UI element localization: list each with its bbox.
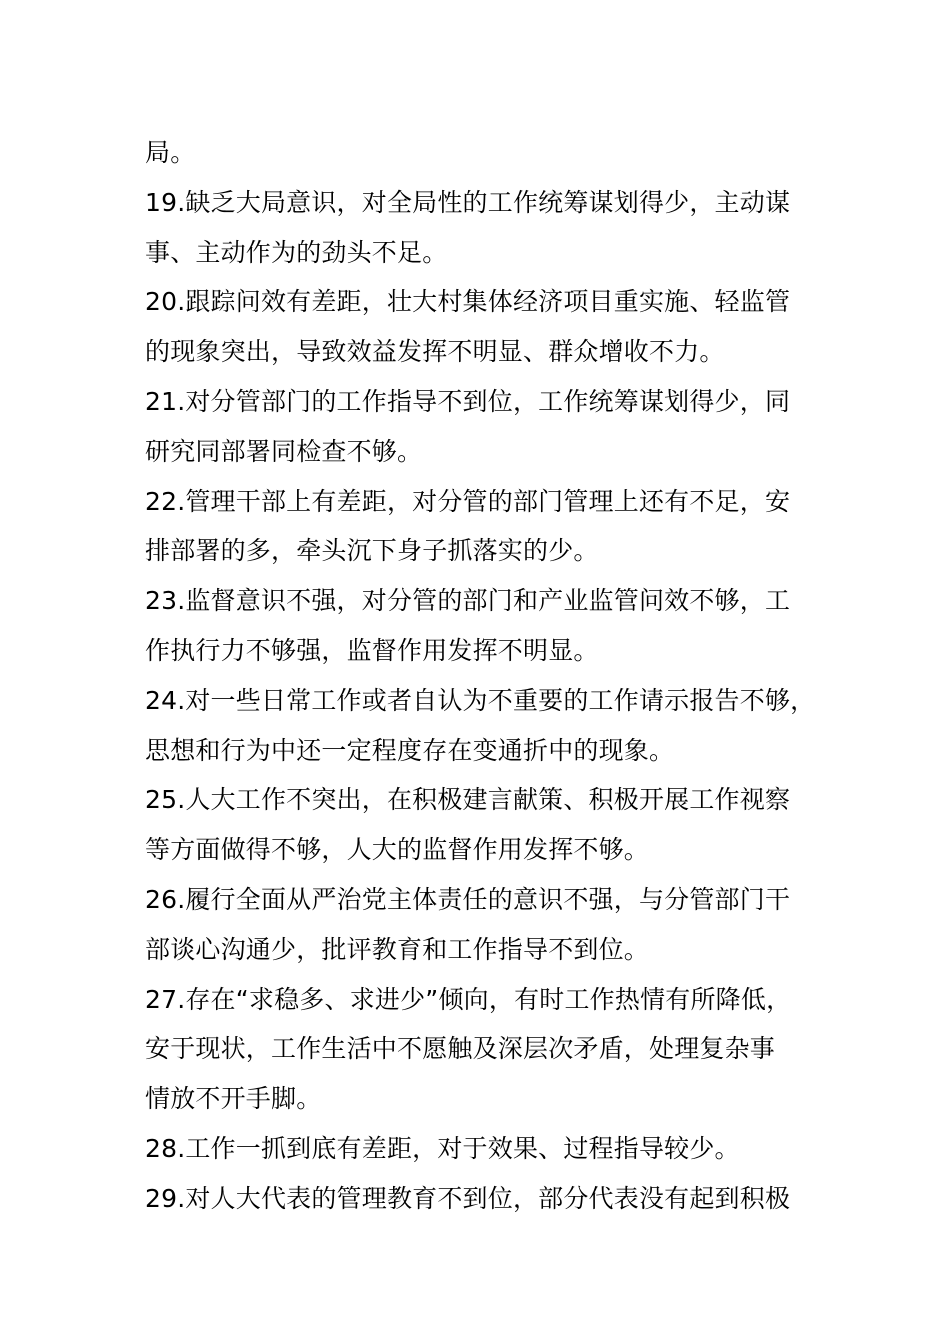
text-line: 19.缺乏大局意识，对全局性的工作统筹谋划得少，主动谋 <box>145 187 791 217</box>
text-line: 的现象突出，导致效益发挥不明显、群众增收不力。 <box>145 337 725 367</box>
text-line: 25.人大工作不突出，在积极建言献策、积极开展工作视察 <box>145 785 791 815</box>
text-line: 等方面做得不够，人大的监督作用发挥不够。 <box>145 835 650 865</box>
text-line: 研究同部署同检查不够。 <box>145 436 423 466</box>
text-line: 23.监督意识不强，对分管的部门和产业监管问效不够，工 <box>145 586 791 616</box>
text-line: 22.管理干部上有差距，对分管的部门管理上还有不足，安 <box>145 486 791 516</box>
text-line: 安于现状，工作生活中不愿触及深层次矛盾，处理复杂事 <box>145 1034 776 1064</box>
text-line: 28.工作一抓到底有差距，对于效果、过程指导较少。 <box>145 1133 740 1163</box>
text-line: 20.跟踪问效有差距，壮大村集体经济项目重实施、轻监管 <box>145 287 791 317</box>
text-line: 29.对人大代表的管理教育不到位，部分代表没有起到积极 <box>145 1183 791 1213</box>
text-line: 24.对一些日常工作或者自认为不重要的工作请示报告不够， <box>145 685 816 715</box>
text-line: 部谈心沟通少，批评教育和工作指导不到位。 <box>145 934 650 964</box>
text-line: 局。 <box>145 138 196 167</box>
text-line: 思想和行为中还一定程度存在变通折中的现象。 <box>145 735 675 765</box>
text-line: 排部署的多，牵头沉下身子抓落实的少。 <box>145 536 599 566</box>
text-line: 情放不开手脚。 <box>145 1084 322 1114</box>
text-line: 作执行力不够强，监督作用发挥不明显。 <box>145 635 599 665</box>
document-body <box>145 128 835 1224</box>
text-line: 26.履行全面从严治党主体责任的意识不强，与分管部门干 <box>145 884 791 914</box>
text-line: 21.对分管部门的工作指导不到位，工作统筹谋划得少，同 <box>145 386 791 416</box>
text-line: 27.存在“求稳多、求进少”倾向，有时工作热情有所降低， <box>145 984 792 1014</box>
text-line: 事、主动作为的劲头不足。 <box>145 237 448 267</box>
